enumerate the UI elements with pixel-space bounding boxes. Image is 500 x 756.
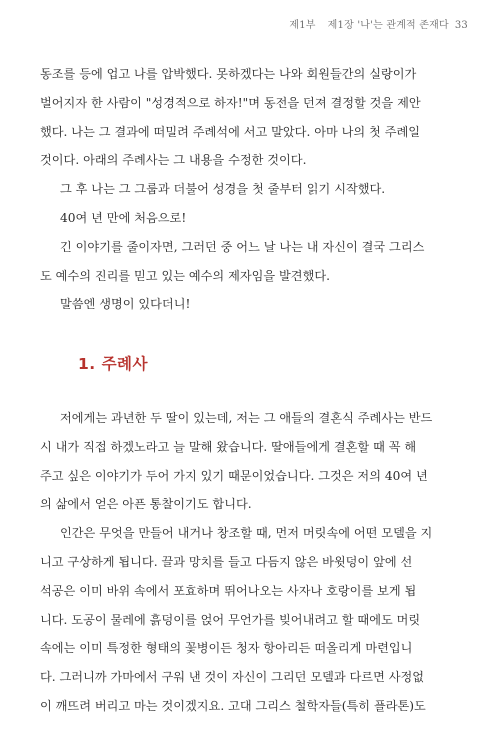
section-heading: 1. 주례사 bbox=[78, 355, 148, 373]
text-line: 이 깨뜨려 버리고 마는 것이겠지요. 고대 그리스 철학자들(특히 플라톤)도 bbox=[40, 698, 426, 713]
page-number: 33 bbox=[454, 20, 468, 31]
text-line: 석공은 이미 바위 속에서 포효하며 뛰어나오는 사자나 호랑이를 보게 됩 bbox=[40, 583, 417, 598]
text-line: 동조를 등에 업고 나를 압박했다. 못하겠다는 나와 회원들간의 실랑이가 bbox=[40, 67, 417, 81]
text-line: 했다. 나는 그 결과에 떠밀려 주례석에 서고 말았다. 아마 나의 첫 주례일 bbox=[40, 124, 421, 139]
header-chapter: 제1장 '나'는 관계적 존재다 bbox=[327, 20, 449, 31]
text-line: 시 내가 직접 하겠노라고 늘 말해 왔습니다. 딸애들에게 결혼할 때 꼭 해 bbox=[40, 439, 417, 454]
text-line: 그 후 나는 그 그룹과 더불어 성경을 첫 줄부터 읽기 시작했다. bbox=[60, 182, 386, 197]
text-line: 니고 구상하게 됩니다. 끌과 망치를 들고 다듬지 않은 바윗덩이 앞에 선 bbox=[40, 554, 413, 569]
text-line: 속에는 이미 특정한 형태의 꽃병이든 청자 항아리든 떠올리게 마련입니 bbox=[40, 641, 413, 656]
text-line: 40여 년 만에 처음으로! bbox=[60, 210, 187, 225]
text-line: 벌어지자 한 사람이 "성경적으로 하자!"며 동전을 던져 결정할 것을 제안 bbox=[40, 95, 421, 110]
text-line: 말씀엔 생명이 있다더니! bbox=[60, 297, 191, 312]
body-text-top bbox=[40, 60, 460, 319]
text-line: 의 삶에서 얻은 아픈 통찰이기도 합니다. bbox=[40, 497, 252, 512]
text-line: 주고 싶은 이야기가 두어 가지 있기 때문이었습니다. 그것은 저의 40여 년 bbox=[40, 468, 428, 483]
text-line: 인간은 무엇을 만들어 내거나 창조할 때, 먼저 머릿속에 어떤 모델을 지 bbox=[60, 526, 433, 541]
header-part: 제1부 bbox=[289, 20, 316, 31]
running-header bbox=[289, 16, 468, 31]
text-line: 긴 이야기를 줄이자면, 그러던 중 어느 날 나는 내 자신이 결국 그리스 bbox=[60, 239, 425, 254]
text-line: 도 예수의 진리를 믿고 있는 예수의 제자임을 발견했다. bbox=[40, 268, 331, 283]
text-line: 저에게는 과년한 두 딸이 있는데, 저는 그 애들의 결혼식 주례사는 반드 bbox=[60, 411, 433, 425]
text-line: 것이다. 아래의 주례사는 그 내용을 수정한 것이다. bbox=[40, 153, 307, 168]
text-line: 다. 그러니까 가마에서 구워 낸 것이 자신이 그리던 모델과 다르면 사정없 bbox=[40, 670, 425, 685]
body-text-bottom bbox=[40, 404, 460, 721]
text-line: 니다. 도공이 물레에 흙덩이를 얹어 무언가를 빚어내려고 할 때에도 머릿 bbox=[40, 612, 421, 627]
